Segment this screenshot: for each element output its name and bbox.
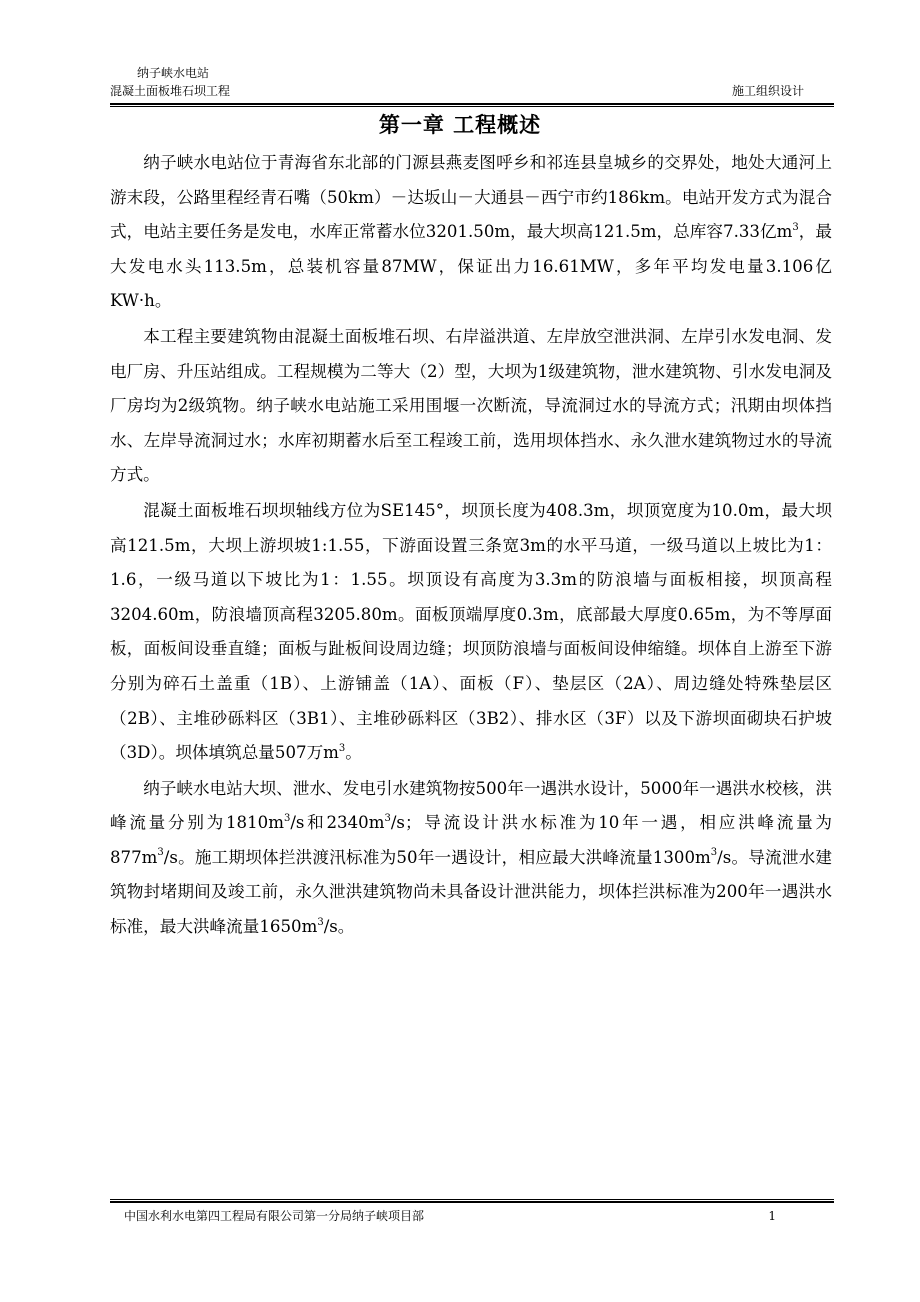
footer-rule-thick [110, 1201, 834, 1203]
header-rule-thin [110, 106, 834, 107]
footer-rule-thin [110, 1199, 834, 1200]
paragraph-overview: 纳子峡水电站位于青海省东北部的门源县燕麦图呼乡和祁连县皇城乡的交界处，地处大通河上游末段，公路里程经青石嘴（50km）－达坂山－大通县－西宁市约186km。电站开发方式为混合式，电站主要任务是发电，水库正常蓄水位3201.50m，最大坝高121.5m，总库容7.33亿$m^3$，最大发电水头113.5m，总装机容量87MW，保证出力16.61MW，多年平均发电量3.106亿KW·h。 [110, 153, 832, 311]
document-body [110, 146, 832, 946]
chapter-title: 第一章 工程概述 [378, 112, 542, 137]
footer-company: 中国水利水电第四工程局有限公司第一分局纳子峡项目部 [124, 1209, 425, 1223]
header-document-type: 施工组织设计 [731, 84, 804, 98]
paragraph-flood: 纳子峡水电站大坝、泄水、发电引水建筑物按500年一遇洪水设计，5000年一遇洪水校核，洪峰流量分别为$1810m^3/s$和$2340m^3/s$；导流设计洪水标准为10年一遇，相应洪峰流量为$877m^3/s$。施工期坝体拦洪渡汛标准为50年一遇设计，相应最大洪峰流量$1300m^3/s$。导流泄水建筑物封堵期间及竣工前，永久泄洪建筑物尚未具备设计泄洪能力，坝体拦洪标准为200年一遇洪水标准，最大洪峰流量$1650m^3/s$。 [110, 778, 832, 937]
paragraph-structures: 本工程主要建筑物由混凝土面板堆石坝、右岸溢洪道、左岸放空泄洪洞、左岸引水发电洞、发电厂房、升压站组成。工程规模为二等大（2）型，大坝为1级建筑物，泄水建筑物、引水发电洞及厂房均为2级筑物。纳子峡水电站施工采用围堰一次断流，导流洞过水的导流方式；汛期由坝体挡水、左岸导流洞过水；水库初期蓄水后至工程竣工前，选用坝体挡水、永久泄水建筑物过水的导流方式。 [110, 326, 832, 485]
page-footer [110, 1206, 834, 1226]
page-header [110, 64, 834, 106]
header-project-subtitle: 混凝土面板堆石坝工程 [110, 84, 231, 98]
header-project-name: 纳子峡水电站 [137, 66, 210, 80]
paragraph-dam: 混凝土面板堆石坝坝轴线方位为SE145°，坝顶长度为408.3m，坝顶宽度为10.0m，最大坝高121.5m，大坝上游坝坡1:1.55，下游面设置三条宽3m的水平马道，一级马道以上坡比为1：1.6，一级马道以下坡比为1：1.55。坝顶设有高度为3.3m的防浪墙与面板相接，坝顶高程3204.60m，防浪墙顶高程3205.80m。面板顶端厚度0.3m，底部最大厚度0.65m，为不等厚面板，面板间设垂直缝；面板与趾板间设周边缝；坝顶防浪墙与面板间设伸缩缝。坝体自上游至下游分别为碎石土盖重（1B）、上游铺盖（1A）、面板（F）、垫层区（2A）、周边缝处特殊垫层区（2B）、主堆砂砾料区（3B1）、主堆砂砾料区（3B2）、排水区（3F）以及下游坝面砌块石护坡（3D）。坝体填筑总量507万$m^3$。 [110, 500, 832, 763]
page-number: 1 [768, 1209, 776, 1223]
header-rule-thick [110, 103, 834, 105]
